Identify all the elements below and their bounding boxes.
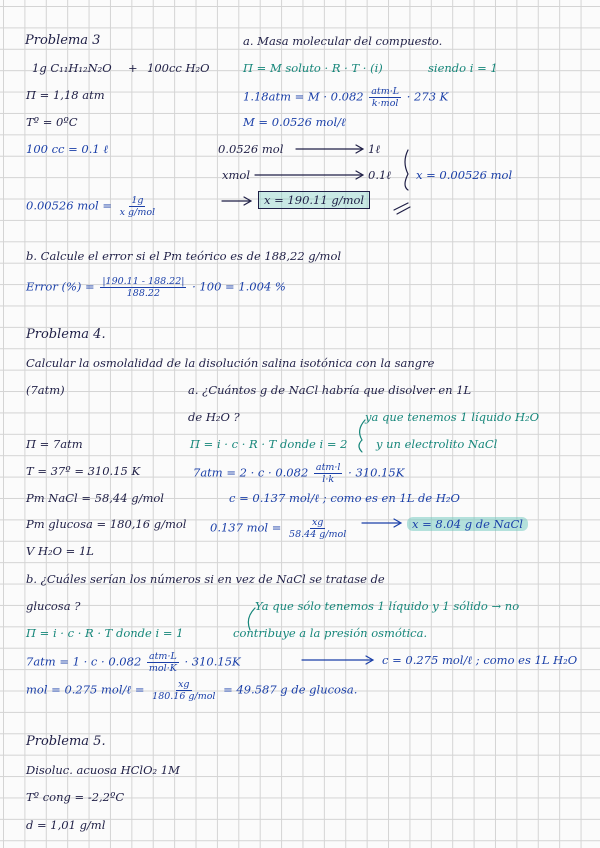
p3-given-compound: 1g C₁₁H₁₂N₂O — [32, 61, 112, 75]
p4-a-mol-pre: 0.137 mol = — [210, 520, 282, 535]
p3-b-post: · 100 = 1.004 % — [192, 279, 286, 294]
p4-a-mol-den: 58.44 g/mol — [289, 529, 347, 540]
p3-mol-den: x g/mol — [119, 207, 156, 218]
p4-pm-nacl: Pm NaCl = 58,44 g/mol — [26, 491, 164, 505]
p3-a-ratio1-left: 0.0526 mol — [218, 142, 284, 156]
p3-mol-num: 1g — [131, 195, 144, 206]
p3-a-ratio1-right: 1ℓ — [368, 142, 381, 156]
p3-b-pre: Error (%) = — [26, 279, 95, 294]
p4-a-formula: Π = i · c · R · T donde i = 2 — [190, 437, 348, 451]
p3-a-eq-post: · 273 K — [406, 89, 449, 104]
p3-a-ratio2-right: 0.1ℓ — [368, 168, 392, 182]
p4-statement-2: (7atm) — [26, 383, 65, 397]
p4-a-result: x = 8.04 g de NaCl — [407, 517, 528, 531]
p4-b-concentration: c = 0.275 mol/ℓ ; como es 1L H₂O — [382, 653, 578, 667]
p3-a-eq-den: k·mol — [371, 98, 399, 109]
p4-b-mol-den: 180.16 g/mol — [152, 691, 216, 702]
p3-result-ticks — [394, 203, 410, 214]
p4-a-concentration: c = 0.137 mol/ℓ ; como es en 1L de H₂O — [229, 491, 460, 505]
p3-a-eq-num: atm·L — [371, 86, 400, 97]
p4-a-note-2: y un electrolito NaCl — [376, 437, 498, 451]
p4-pressure: Π = 7atm — [26, 437, 83, 451]
p3-a-formula-note: siendo i = 1 — [428, 61, 498, 75]
p4-pm-glucose: Pm glucosa = 180,16 g/mol — [26, 517, 187, 531]
p4-a-eq-den: l·k — [322, 474, 335, 485]
p4-a-question-2: de H₂O ? — [188, 410, 240, 424]
p4-b-note: Ya que sólo tenemos 1 líquido y 1 sólido → no — [255, 599, 520, 613]
p4-title: Problema 4. — [26, 327, 106, 342]
p4-a-eq-pre: 7atm = 2 · c · 0.082 — [193, 465, 309, 480]
p4-b-mol-post: = 49.587 g de glucosa. — [223, 682, 358, 697]
p3-a-eq-pre: 1.18atm = M · 0.082 — [243, 89, 364, 104]
p3-a-molarity: M = 0.0526 mol/ℓ — [243, 115, 346, 129]
p4-a-eq-num: atm·l — [315, 462, 341, 473]
p3-a-ratio-result: x = 0.00526 mol — [416, 168, 513, 182]
p5-line-2: Tº cong = -2,2ºC — [26, 790, 125, 804]
p3-given-water: 100cc H₂O — [147, 61, 210, 75]
p4-b-eq-pre: 7atm = 1 · c · 0.082 — [26, 654, 142, 669]
p4-b-note-brace — [248, 608, 255, 630]
p4-a-note-1: ya que tenemos 1 líquido H₂O — [365, 410, 540, 424]
p3-b-title: b. Calcule el error si el Pm teórico es de 188,22 g/mol — [26, 249, 342, 263]
p3-b-num: |190.11 - 188.22| — [102, 276, 185, 287]
p4-a-eq-post: · 310.15K — [348, 465, 405, 480]
p3-pressure: Π = 1,18 atm — [26, 88, 105, 102]
p3-temperature: Tº = 0ºC — [26, 115, 78, 129]
p4-b-eq-post: · 310.15K — [184, 654, 241, 669]
p4-temperature: T = 37º = 310.15 K — [26, 464, 141, 478]
p3-plus: + — [128, 61, 138, 75]
p4-a-question-1: a. ¿Cuántos g de NaCl habría que disolver en 1L — [188, 383, 472, 397]
p3-a-title: a. Masa molecular del compuesto. — [243, 34, 443, 48]
p4-a-note-brace — [359, 420, 365, 452]
p4-volume: V H₂O = 1L — [26, 544, 94, 558]
p3-volume: 100 cc = 0.1 ℓ — [26, 142, 109, 156]
p4-b-eq-num: atm·L — [148, 651, 177, 662]
p4-statement-1: Calcular la osmolalidad de la disolución salina isotónica con la sangre — [26, 356, 435, 370]
p5-line-3: d = 1,01 g/ml — [26, 818, 106, 832]
p4-b-mol-num: xg — [178, 679, 190, 690]
p3-title: Problema 3 — [25, 33, 101, 48]
p4-b-eq-den: mol·K — [148, 663, 177, 674]
p4-b-formula: Π = i · c · R · T donde i = 1 — [26, 626, 184, 640]
p3-result: x = 190.11 g/mol — [258, 191, 370, 209]
p4-b-note-2: contribuye a la presión osmótica. — [233, 626, 428, 640]
p4-a-mol-num: xg — [311, 517, 324, 528]
p4-b-mol-pre: mol = 0.275 mol/ℓ = — [26, 682, 145, 697]
p3-b-den: 188.22 — [126, 288, 161, 299]
p4-b-question-1: b. ¿Cuáles serían los números si en vez de NaCl se tratase de — [26, 572, 385, 586]
p3-a-ratio2-left: xmol — [222, 168, 250, 182]
p3-mol-pre: 0.00526 mol = — [26, 198, 113, 213]
p4-b-question-2: glucosa ? — [26, 599, 81, 613]
p3-ratio-brace — [405, 150, 408, 190]
p5-line-1: Disoluc. acuosa HClO₂ 1M — [26, 763, 180, 777]
p5-title: Problema 5. — [26, 734, 106, 749]
p3-a-formula: Π = M soluto · R · T · (i) — [243, 61, 383, 75]
